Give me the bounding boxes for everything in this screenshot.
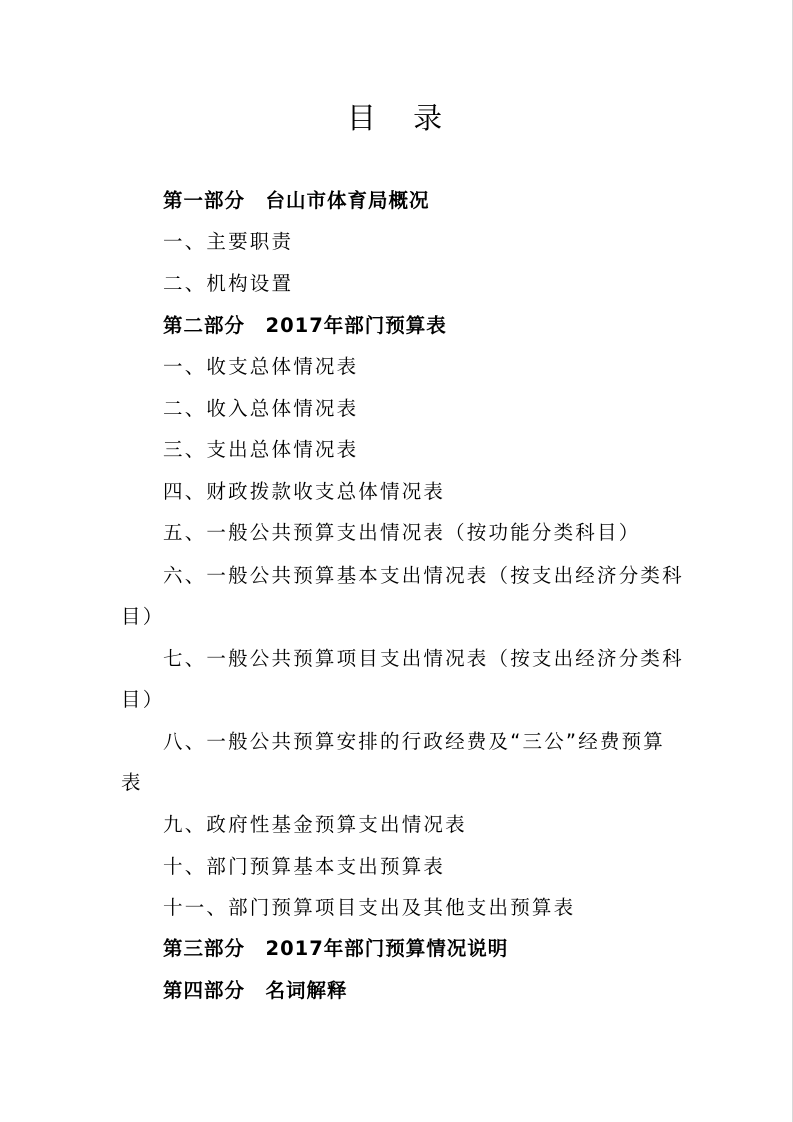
- toc-item: 一、收支总体情况表: [163, 355, 359, 378]
- toc-item: 二、机构设置: [163, 272, 294, 295]
- toc-item-continuation: 目）: [121, 688, 165, 711]
- toc-part-4: 第四部分 名词解释: [163, 979, 348, 1002]
- toc-item: 四、财政拨款收支总体情况表: [163, 480, 446, 503]
- toc-item: 八、一般公共预算安排的行政经费及“三公”经费预算: [163, 730, 666, 753]
- toc-item: 六、一般公共预算基本支出情况表（按支出经济分类科: [163, 564, 684, 587]
- toc-item: 三、支出总体情况表: [163, 438, 359, 461]
- toc-item-continuation: 目）: [121, 605, 165, 628]
- toc-part-1: 第一部分 台山市体育局概况: [163, 189, 430, 212]
- toc-item: 十一、部门预算项目支出及其他支出预算表: [163, 896, 576, 919]
- page-title: 目 录: [346, 101, 457, 135]
- toc-item: 二、收入总体情况表: [163, 397, 359, 420]
- toc-item: 十、部门预算基本支出预算表: [163, 855, 446, 878]
- toc-item-continuation: 表: [121, 771, 143, 794]
- toc-item: 一、主要职责: [163, 230, 294, 253]
- toc-item: 五、一般公共预算支出情况表（按功能分类科目）: [163, 521, 641, 544]
- toc-part-2: 第二部分 2017年部门预算表: [163, 314, 447, 337]
- toc-part-3: 第三部分 2017年部门预算情况说明: [163, 937, 509, 960]
- toc-item: 七、一般公共预算项目支出情况表（按支出经济分类科: [163, 647, 684, 670]
- toc-item: 九、政府性基金预算支出情况表: [163, 813, 467, 836]
